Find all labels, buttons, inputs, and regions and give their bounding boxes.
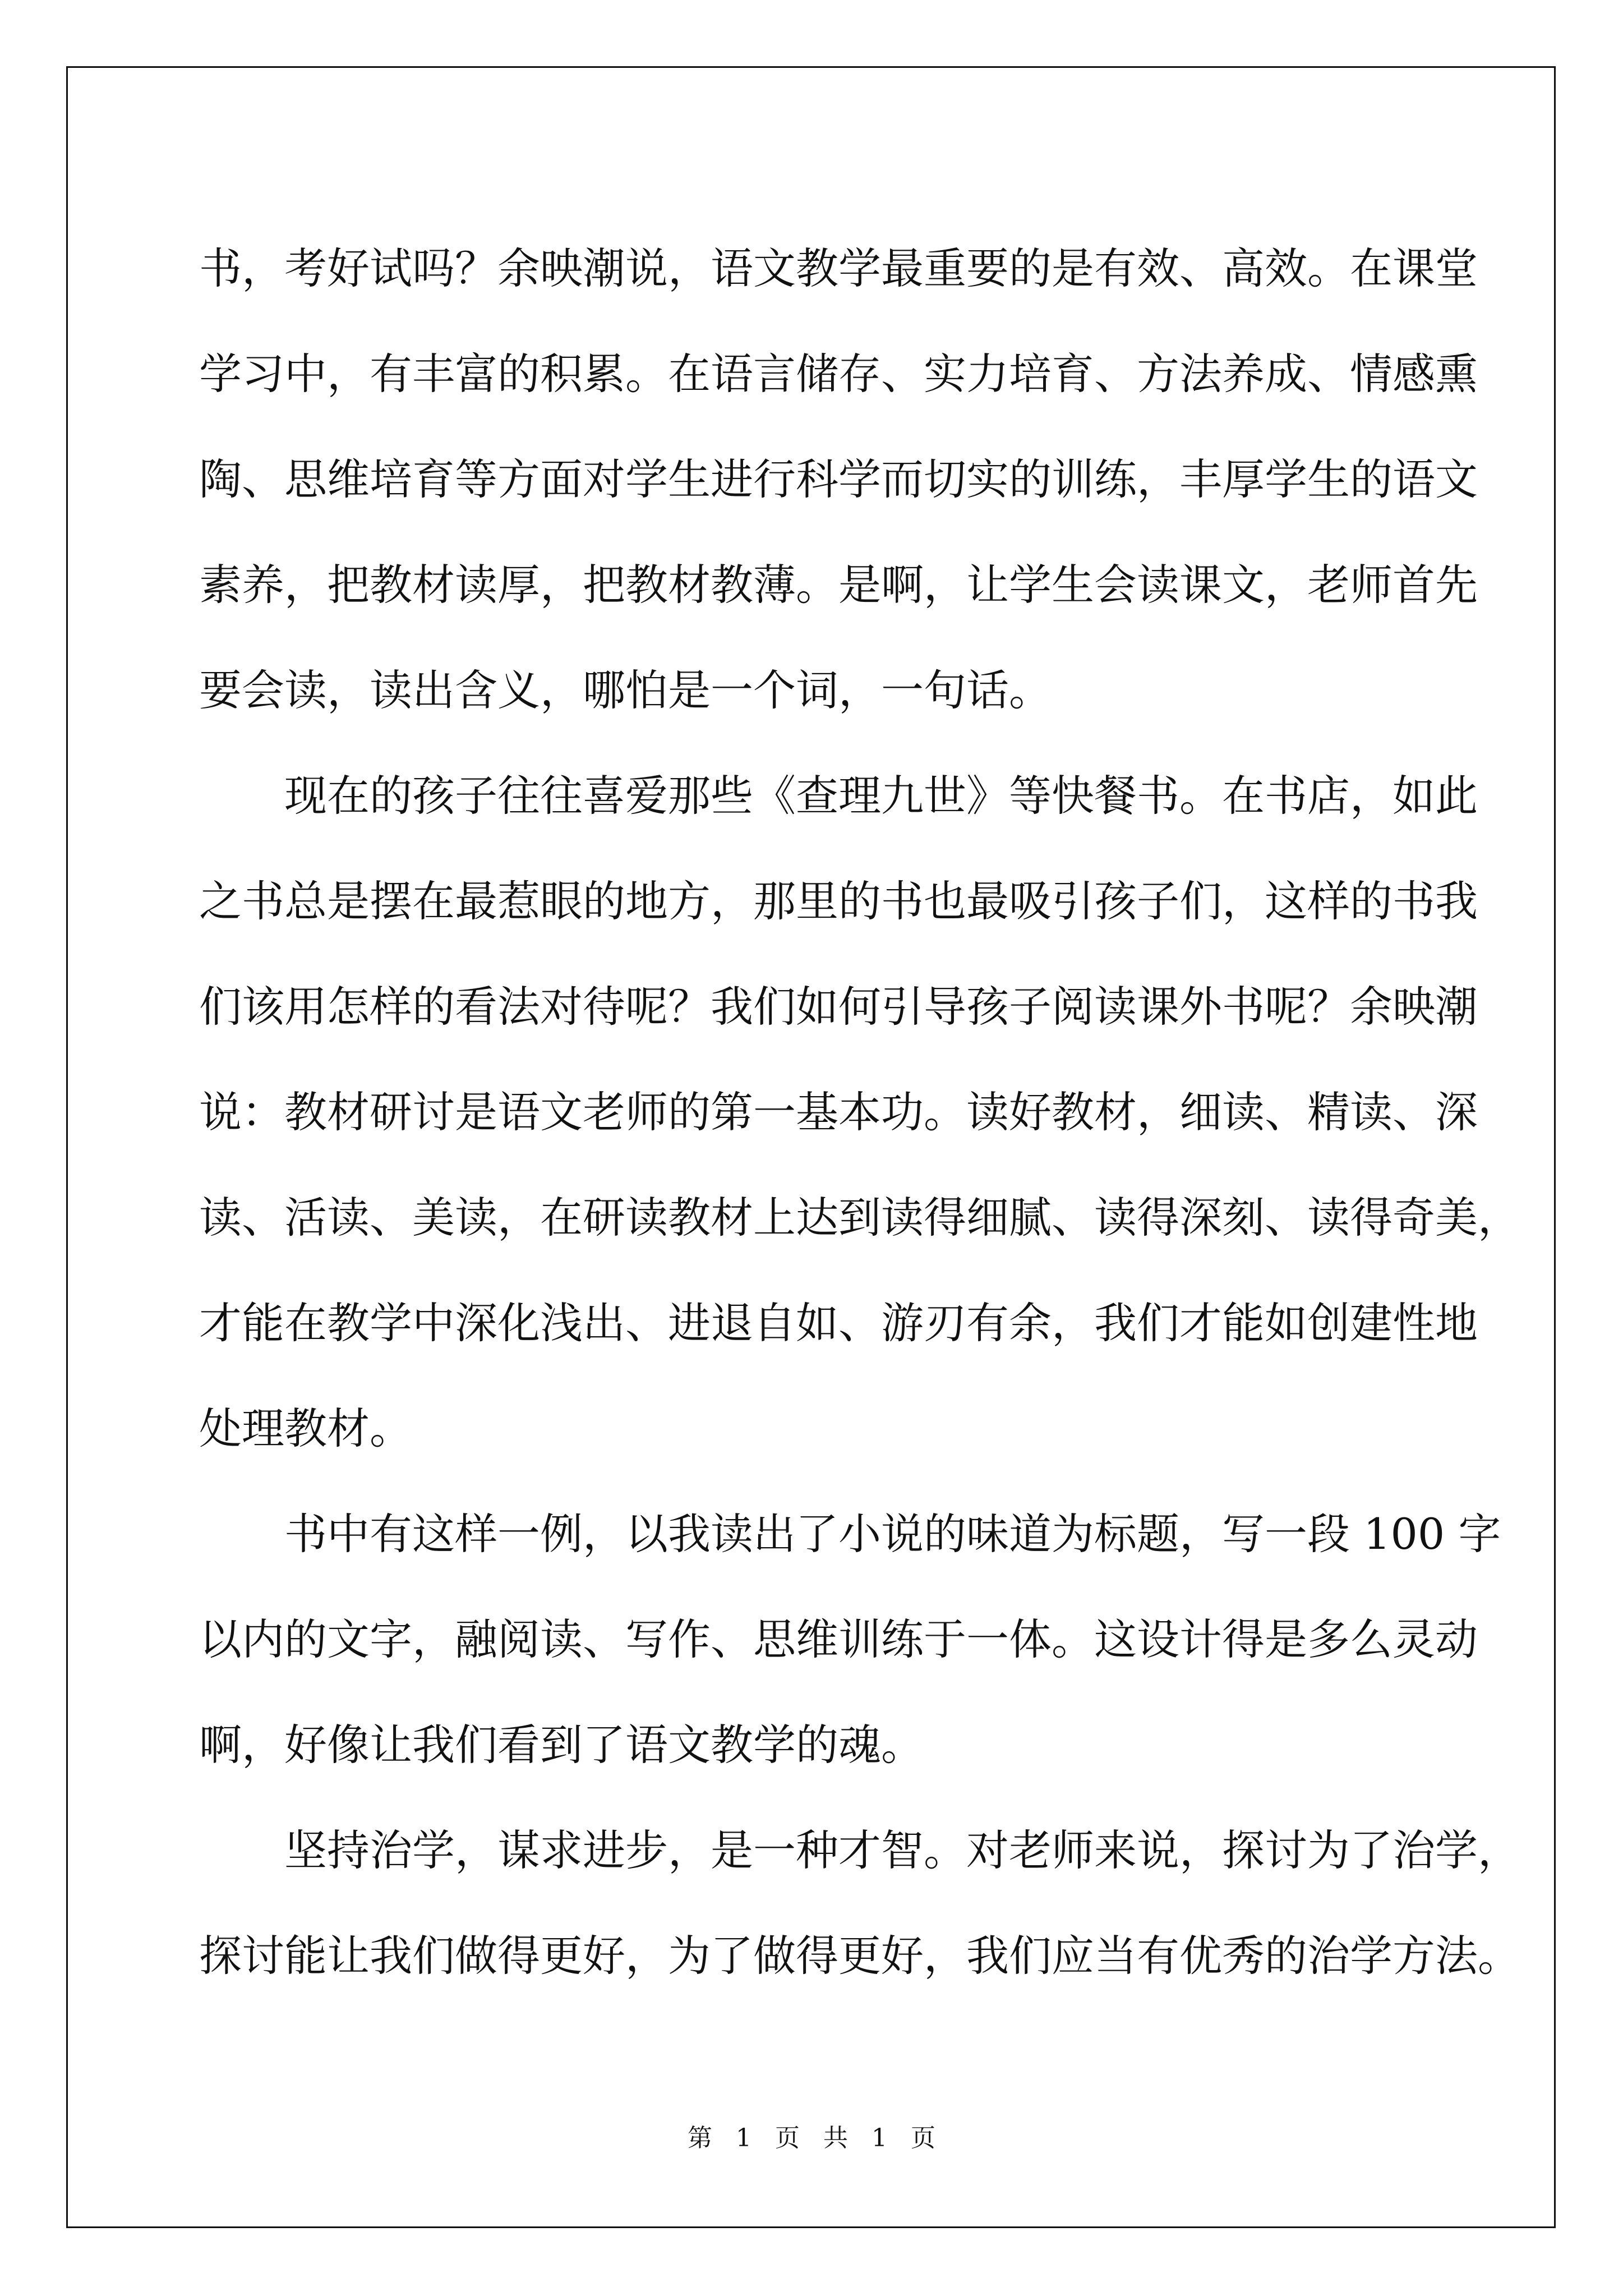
page-total: 共 1 页 bbox=[823, 2124, 935, 2152]
text-line: 之书总是摆在最惹眼的地方，那里的书也最吸引孩子们，这样的书我 bbox=[199, 876, 1478, 926]
text-line: 素养，把教材读厚，把教材教薄。是啊，让学生会读课文，老师首先 bbox=[199, 560, 1478, 610]
paragraph-first-line: 现在的孩子往往喜爱那些《查理九世》等快餐书。在书店，如此 bbox=[284, 771, 1478, 821]
paragraph-first-line: 书中有这样一例，以我读出了小说的味道为标题，写一段 100 字 bbox=[284, 1509, 1501, 1559]
document-body bbox=[199, 216, 1520, 2009]
text-line: 陶、思维培育等方面对学生进行科学而切实的训练，丰厚学生的语文 bbox=[199, 454, 1478, 504]
text-line: 才能在教学中深化浅出、进退自如、游刃有余，我们才能如创建性地 bbox=[199, 1298, 1478, 1348]
text-line: 书，考好试吗？余映潮说，语文教学最重要的是有效、高效。在课堂 bbox=[199, 243, 1478, 293]
text-line: 啊，好像让我们看到了语文教学的魂。 bbox=[199, 1720, 924, 1770]
page-footer bbox=[0, 2118, 1623, 2154]
text-line: 探讨能让我们做得更好，为了做得更好，我们应当有优秀的治学方法。 bbox=[199, 1931, 1520, 1981]
text-line: 们该用怎样的看法对待呢？我们如何引导孩子阅读课外书呢？余映潮 bbox=[199, 982, 1478, 1032]
text-line: 要会读，读出含义，哪怕是一个词，一句话。 bbox=[199, 665, 1052, 715]
page-number: 第 1 页 bbox=[688, 2124, 800, 2152]
text-line: 学习中，有丰富的积累。在语言储存、实力培育、方法养成、情感熏 bbox=[199, 349, 1478, 399]
text-line: 处理教材。 bbox=[199, 1404, 412, 1453]
text-line: 以内的文字，融阅读、写作、思维训练于一体。这设计得是多么灵动 bbox=[199, 1614, 1478, 1664]
text-line: 说：教材研讨是语文老师的第一基本功。读好教材，细读、精读、深 bbox=[199, 1087, 1478, 1137]
text-line: 读、活读、美读，在研读教材上达到读得细腻、读得深刻、读得奇美， bbox=[199, 1193, 1520, 1243]
paragraph-first-line: 坚持治学，谋求进步，是一种才智。对老师来说，探讨为了治学， bbox=[284, 1825, 1520, 1875]
